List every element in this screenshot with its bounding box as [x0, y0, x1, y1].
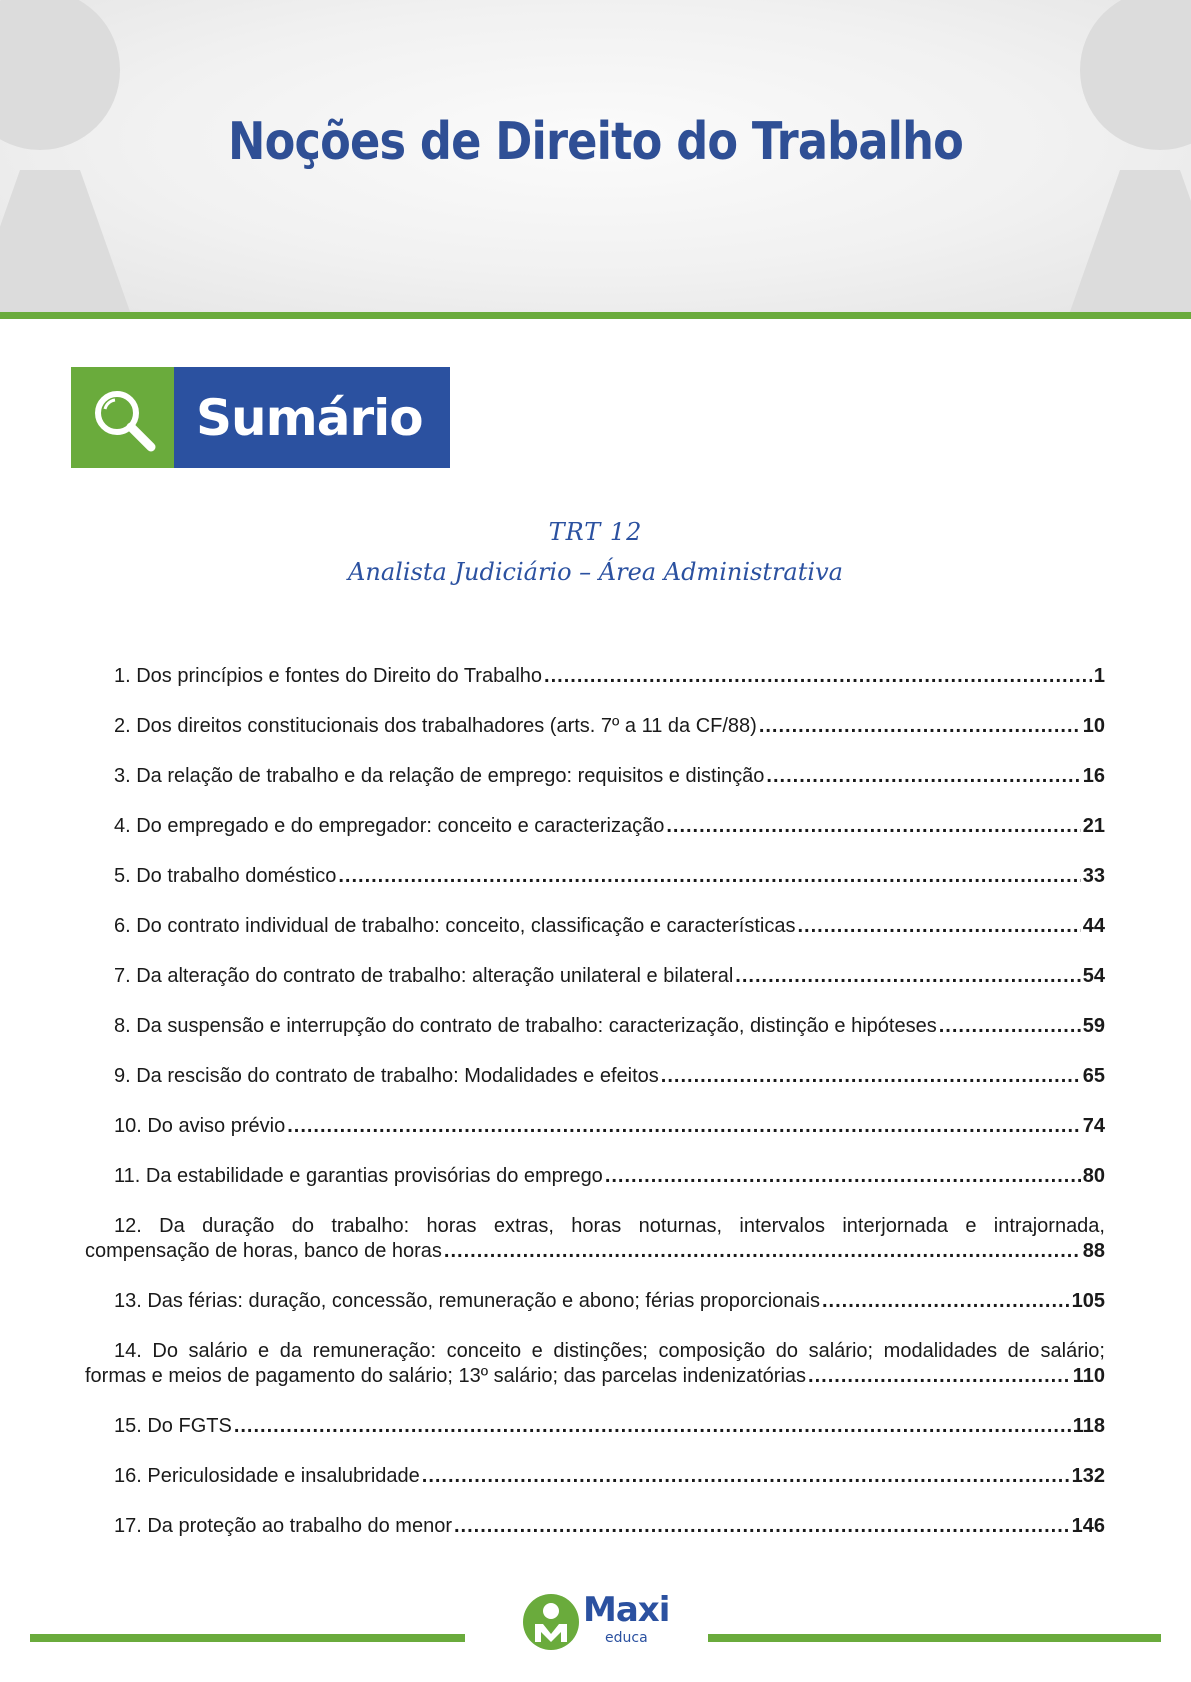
maxi-educa-logo	[521, 1590, 671, 1652]
toc-entry[interactable]	[85, 1064, 1105, 1089]
toc-entry[interactable]	[85, 1414, 1105, 1439]
dot-leader	[422, 1464, 1070, 1489]
toc-page-number: 59	[1082, 1015, 1105, 1037]
toc-entry-text: 13. Das férias: duração, concessão, remuneração e abono; férias proporcionais	[114, 1290, 820, 1312]
toc-entry[interactable]	[85, 1464, 1105, 1489]
toc-entry[interactable]	[85, 764, 1105, 789]
toc-entry-text: 6. Do contrato individual de trabalho: conceito, classificação e características	[114, 915, 796, 937]
toc-page-number: 74	[1082, 1115, 1105, 1137]
toc-entry-text: 11. Da estabilidade e garantias provisórias do emprego	[114, 1165, 603, 1187]
sumario-badge	[71, 367, 450, 468]
toc-entry-text: 15. Do FGTS	[114, 1415, 232, 1437]
toc-entry[interactable]	[85, 1014, 1105, 1039]
toc-entry-text: 5. Do trabalho doméstico	[114, 865, 337, 887]
page-title: Noções de Direito do Trabalho	[228, 112, 963, 172]
toc-entry-text: compensação de horas, banco de horas	[85, 1240, 442, 1262]
toc-entry[interactable]	[85, 1514, 1105, 1539]
toc-page-number: 54	[1082, 965, 1105, 987]
toc-entry-text: 4. Do empregado e do empregador: conceito e caracterização	[114, 815, 665, 837]
header-divider	[0, 312, 1191, 319]
toc-entry-text: 12. Da duração do trabalho: horas extras, horas noturnas, intervalos interjornada e intrajornada,	[114, 1215, 1105, 1237]
toc-entry[interactable]	[85, 714, 1105, 739]
dot-leader	[759, 714, 1081, 739]
toc-entry-text: 14. Do salário e da remuneração: conceito e distinções; composição do salário; modalidades de salário;	[114, 1340, 1105, 1362]
toc-entry-text: formas e meios de pagamento do salário; 13º salário; das parcelas indenizatórias	[85, 1365, 807, 1387]
dot-leader	[666, 814, 1080, 839]
dot-leader	[454, 1514, 1070, 1539]
dot-leader	[822, 1289, 1070, 1314]
toc-entry-text: 2. Dos direitos constitucionais dos trabalhadores (arts. 7º a 11 da CF/88)	[114, 715, 757, 737]
toc-page-number: 118	[1072, 1415, 1105, 1437]
toc-entry[interactable]	[85, 914, 1105, 939]
dot-leader	[338, 864, 1080, 889]
toc-page-number: 33	[1082, 865, 1105, 887]
toc-page-number: 110	[1072, 1365, 1105, 1387]
logo-subtitle: educa	[605, 1630, 648, 1646]
dot-leader	[766, 764, 1080, 789]
dot-leader	[797, 914, 1080, 939]
dot-leader	[808, 1364, 1071, 1389]
dot-leader	[234, 1414, 1071, 1439]
badge-icon-box	[71, 367, 174, 468]
toc-entry[interactable]	[85, 1114, 1105, 1139]
toc-page-number: 21	[1082, 815, 1105, 837]
toc-page-number: 1	[1093, 665, 1105, 687]
magnifier-icon	[91, 387, 157, 453]
toc-page-number: 146	[1071, 1515, 1105, 1537]
toc-entry[interactable]	[85, 664, 1105, 689]
toc-entry[interactable]	[85, 1214, 1105, 1264]
toc-entry[interactable]	[85, 1289, 1105, 1314]
toc-page-number: 105	[1071, 1290, 1105, 1312]
toc-entry-text: 9. Da rescisão do contrato de trabalho: Modalidades e efeitos	[114, 1065, 659, 1087]
logo-figure-icon	[521, 1592, 581, 1652]
logo-name: Maxi	[583, 1590, 670, 1630]
toc-entry[interactable]	[85, 814, 1105, 839]
course-code: TRT 12	[548, 518, 643, 546]
dot-leader	[735, 964, 1080, 989]
dot-leader	[544, 664, 1092, 689]
toc-entry[interactable]	[85, 964, 1105, 989]
badge-label: Sumário	[174, 367, 450, 468]
toc-page-number: 10	[1082, 715, 1105, 737]
toc-entry[interactable]	[85, 1339, 1105, 1389]
toc-entry-text: 8. Da suspensão e interrupção do contrato de trabalho: caracterização, distinção e hipóteses	[114, 1015, 937, 1037]
toc-page-number: 44	[1082, 915, 1105, 937]
toc-entry-text: 16. Periculosidade e insalubridade	[114, 1465, 420, 1487]
dot-leader	[661, 1064, 1081, 1089]
toc-page-number: 65	[1082, 1065, 1105, 1087]
toc-page-number: 80	[1082, 1165, 1105, 1187]
toc-entry-text: 1. Dos princípios e fontes do Direito do Trabalho	[114, 665, 543, 687]
course-role: Analista Judiciário – Área Administrativa	[348, 558, 843, 586]
toc-entry-text: 10. Do aviso prévio	[114, 1115, 286, 1137]
dot-leader	[605, 1164, 1081, 1189]
dot-leader	[287, 1114, 1081, 1139]
footer-divider-right	[708, 1634, 1161, 1642]
toc-entry[interactable]	[85, 864, 1105, 889]
toc-entry-text: 7. Da alteração do contrato de trabalho: alteração unilateral e bilateral	[114, 965, 734, 987]
page-header	[0, 0, 1191, 312]
toc-entry-text: 3. Da relação de trabalho e da relação de emprego: requisitos e distinção	[114, 765, 765, 787]
toc-entry[interactable]	[85, 1164, 1105, 1189]
toc-page-number: 16	[1082, 765, 1105, 787]
footer-divider-left	[30, 1634, 465, 1642]
toc-entry-text: 17. Da proteção ao trabalho do menor	[114, 1515, 452, 1537]
toc-page-number: 88	[1082, 1240, 1105, 1262]
dot-leader	[939, 1014, 1081, 1039]
dot-leader	[444, 1239, 1081, 1264]
toc-page-number: 132	[1071, 1465, 1105, 1487]
